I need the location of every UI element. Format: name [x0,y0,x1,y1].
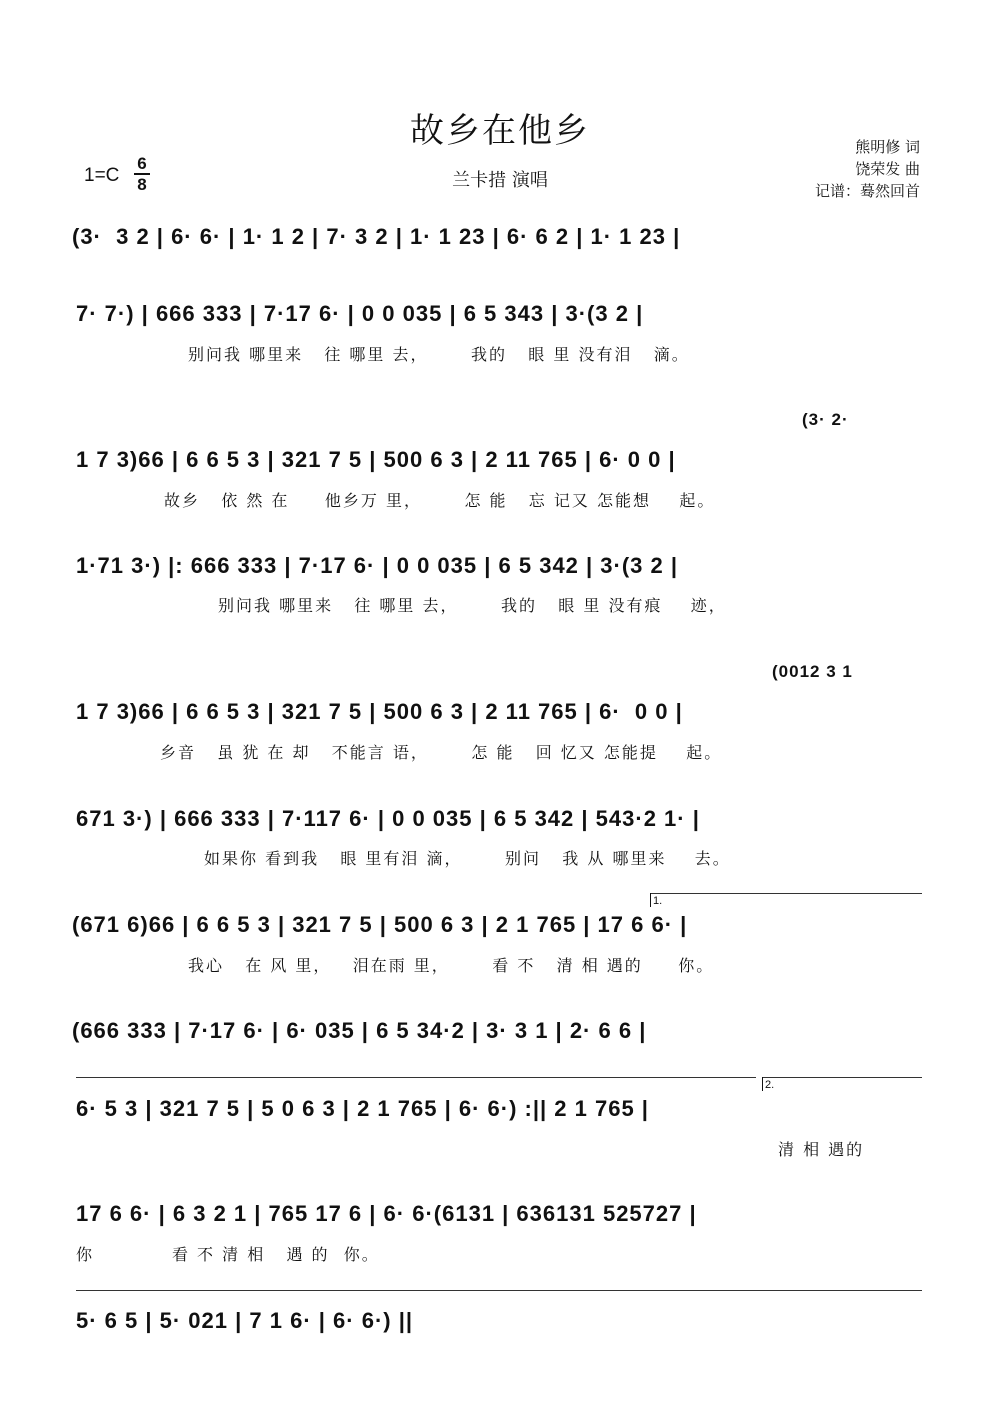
system-4-lyrics: 别问我 哪里来 往 哪里 去， 我的 眼 里 没有痕 迹， [218,596,727,615]
volta-2-bracket [762,1077,922,1092]
system-1-notes: (3· 3 2 | 6· 6· | 1· 1 2 | 7· 3 2 | 1· 1 23 | 6· 6 2 | 1· 1 23 | [72,224,681,249]
system-4-notes: 1·71 3·) |: 666 333 | 7·17 6· | 0 0 035 | 6 5 342 | 3·(3 2 | [76,553,679,578]
system-11-notes: 5· 6 5 | 5· 021 | 7 1 6· | 6· 6·) || [76,1308,414,1333]
system-7-notes: (671 6)66 | 6 6 5 3 | 321 7 5 | 500 6 3 | 2 1 765 | 17 6 6· | [72,912,688,937]
volta-1-bracket [650,893,922,908]
system-10-lyrics: 你 看 不 清 相 遇 的 你。 [76,1245,380,1264]
system-10-notes: 17 6 6· | 6 3 2 1 | 765 17 6 | 6· 6·(6131 | 636131 525727 | [76,1201,697,1226]
time-signature [132,154,152,194]
system-3-notes: 1 7 3)66 | 6 6 5 3 | 321 7 5 | 500 6 3 | 2 11 765 | 6· 0 0 | [76,447,676,472]
system-6-notes: 671 3·) | 666 333 | 7·117 6· | 0 0 035 | 6 5 342 | 543·2 1· | [76,806,700,831]
volta-2-hook [762,1077,763,1091]
system-2-notes: 7· 7·) | 666 333 | 7·17 6· | 0 0 035 | 6 5 343 | 3·(3 2 | [76,301,644,326]
system-6-lyrics: 如果你 看到我 眼 里有泪 滴， 别问 我 从 哪里来 去。 [204,849,731,868]
song-title: 故乡在他乡 [410,111,590,151]
performer-credit: 兰卡措 演唱 [452,170,548,191]
system-5-above-notes: (0012 3 1 [772,662,853,681]
transcriber-credit: 记谱：蓦然回首 [814,182,920,200]
volta-1-hook [650,893,651,907]
meter-bottom: 8 [137,175,147,194]
system-9-lyrics: 清 相 遇的 [778,1140,865,1159]
system-7-lyrics: 我心 在 风 里， 泪在雨 里， 看 不 清 相 遇的 你。 [188,956,715,975]
system-3-above-notes: (3· 2· [802,410,849,429]
volta-2-label: 2. [765,1079,775,1091]
system-3-lyrics: 故乡 依 然 在 他乡万 里， 怎 能 忘 记又 怎能想 起。 [164,491,716,510]
system-5-lyrics: 乡音 虽 犹 在 却 不能言 语， 怎 能 回 忆又 怎能提 起。 [160,743,723,762]
lyricist-credit: 熊明修 词 [855,138,920,156]
volta-1-label: 1. [653,895,663,907]
meter-top: 6 [137,154,147,173]
closing-span-line [76,1290,922,1291]
composer-credit: 饶荣发 曲 [855,160,920,178]
key-signature: 1=C [84,165,120,186]
system-9-notes: 6· 5 3 | 321 7 5 | 5 0 6 3 | 2 1 765 | 6· 6·) :|| 2 1 765 | [76,1096,649,1121]
system-2-lyrics: 别问我 哪里来 往 哪里 去， 我的 眼 里 没有泪 滴。 [188,345,690,364]
system-8-notes: (666 333 | 7·17 6· | 6· 035 | 6 5 34·2 | 3· 3 1 | 2· 6 6 | [72,1018,647,1043]
system-5-notes: 1 7 3)66 | 6 6 5 3 | 321 7 5 | 500 6 3 | 2 11 765 | 6· 0 0 | [76,699,683,724]
repeat-span-line [76,1077,756,1078]
